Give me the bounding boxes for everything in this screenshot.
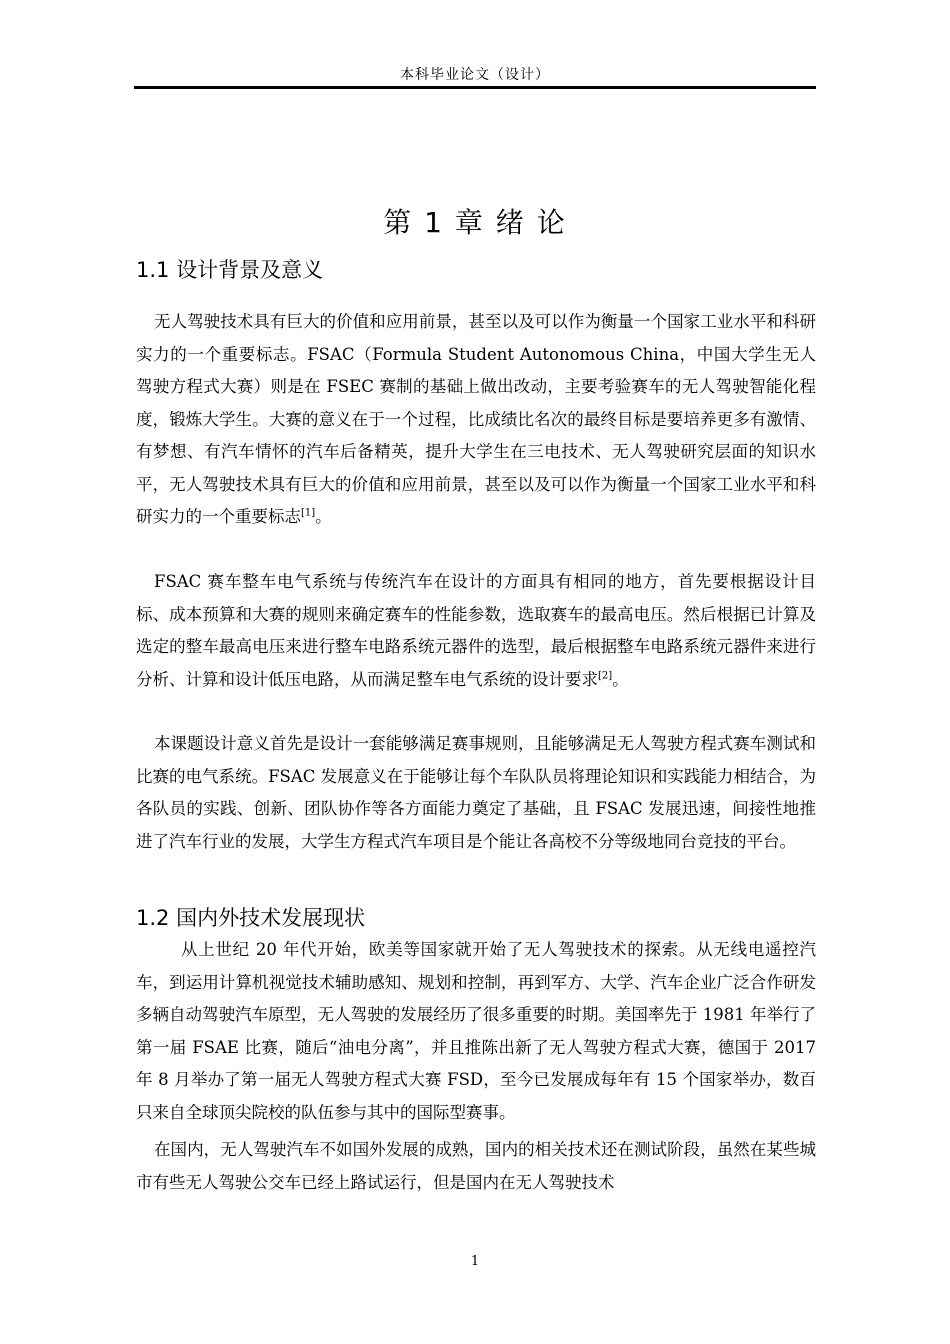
paragraph-text: 无人驾驶技术具有巨大的价值和应用前景，甚至以及可以作为衡量一个国家工业水平和科研实力的一个重要标志。FSAC（Formula Student Autonomous China，中国大学生无人驾驶方程式大赛）则是在 FSEC 赛制的基础上做出改动，主要考验赛车的无人驾驶智能化程度，锻炼大学生。大赛的意义在于一个过程，比成绩比名次的最终目标是要培养更多有激情、有梦想、有汽车情怀的汽车后备精英，提升大学生在三电技术、无人驾驶研究层面的知识水平，无人驾驶技术具有巨大的价值和应用前景，甚至以及可以作为衡量一个国家工业水平和科研实力的一个重要标志: [136, 312, 816, 526]
section-heading-1-1: 1.1 设计背景及意义: [136, 258, 324, 282]
paragraph-status-2: 在国内，无人驾驶汽车不如国外发展的成熟，国内的相关技术还在测试阶段，虽然在某些城市有些无人驾驶公交车已经上路试运行，但是国内在无人驾驶技术: [136, 1140, 816, 1192]
paragraph-background-2: [136, 566, 816, 696]
page-number: 1: [470, 1254, 480, 1269]
header-rule: [134, 86, 816, 89]
section-heading-1-2: 1.2 国内外技术发展现状: [136, 906, 366, 930]
paragraph-background-1: [136, 306, 816, 534]
paragraph-text: FSAC 赛车整车电气系统与传统汽车在设计的方面具有相同的地方，首先要根据设计目标、成本预算和大赛的规则来确定赛车的性能参数，选取赛车的最高电压。然后根据已计算及选定的整车最高电压来进行整车电路系统元器件的选型，最后根据整车电路系统元器件来进行分析、计算和设计低压电路，从而满足整车电气系统的设计要求: [136, 572, 816, 689]
paragraph-end: 。: [612, 669, 629, 689]
paragraph-status-1: 从上世纪 20 年代开始，欧美等国家就开始了无人驾驶技术的探索。从无线电遥控汽车，到运用计算机视觉技术辅助感知、规划和控制，再到军方、大学、汽车企业广泛合作研发多辆自动驾驶汽车原型，无人驾驶的发展经历了很多重要的时期。美国率先于 1981 年举行了第一届 FSAE 比赛，随后“油电分离”，并且推陈出新了无人驾驶方程式大赛，德国于 2017 年 8 月举办了第一届无人驾驶方程式大赛 FSD，至今已发展成每年有 15 个国家举办，数百只来自全球顶尖院校的队伍参与其中的国际型赛事。: [136, 940, 816, 1122]
citation: [2]: [598, 670, 613, 681]
running-header: 本科毕业论文（设计）: [400, 67, 550, 83]
paragraph-background-3: 本课题设计意义首先是设计一套能够满足赛事规则，且能够满足无人驾驶方程式赛车测试和比赛的电气系统。FSAC 发展意义在于能够让每个车队队员将理论知识和实践能力相结合，为各队员的实践、创新、团队协作等各方面能力奠定了基础，且 FSAC 发展迅速，间接性地推进了汽车行业的发展，大学生方程式汽车项目是个能让各高校不分等级地同台竞技的平台。: [136, 734, 816, 851]
chapter-title: 第 1 章 绪 论: [383, 205, 567, 239]
paragraph-end: 。: [315, 507, 332, 526]
citation: [1]: [301, 507, 316, 519]
